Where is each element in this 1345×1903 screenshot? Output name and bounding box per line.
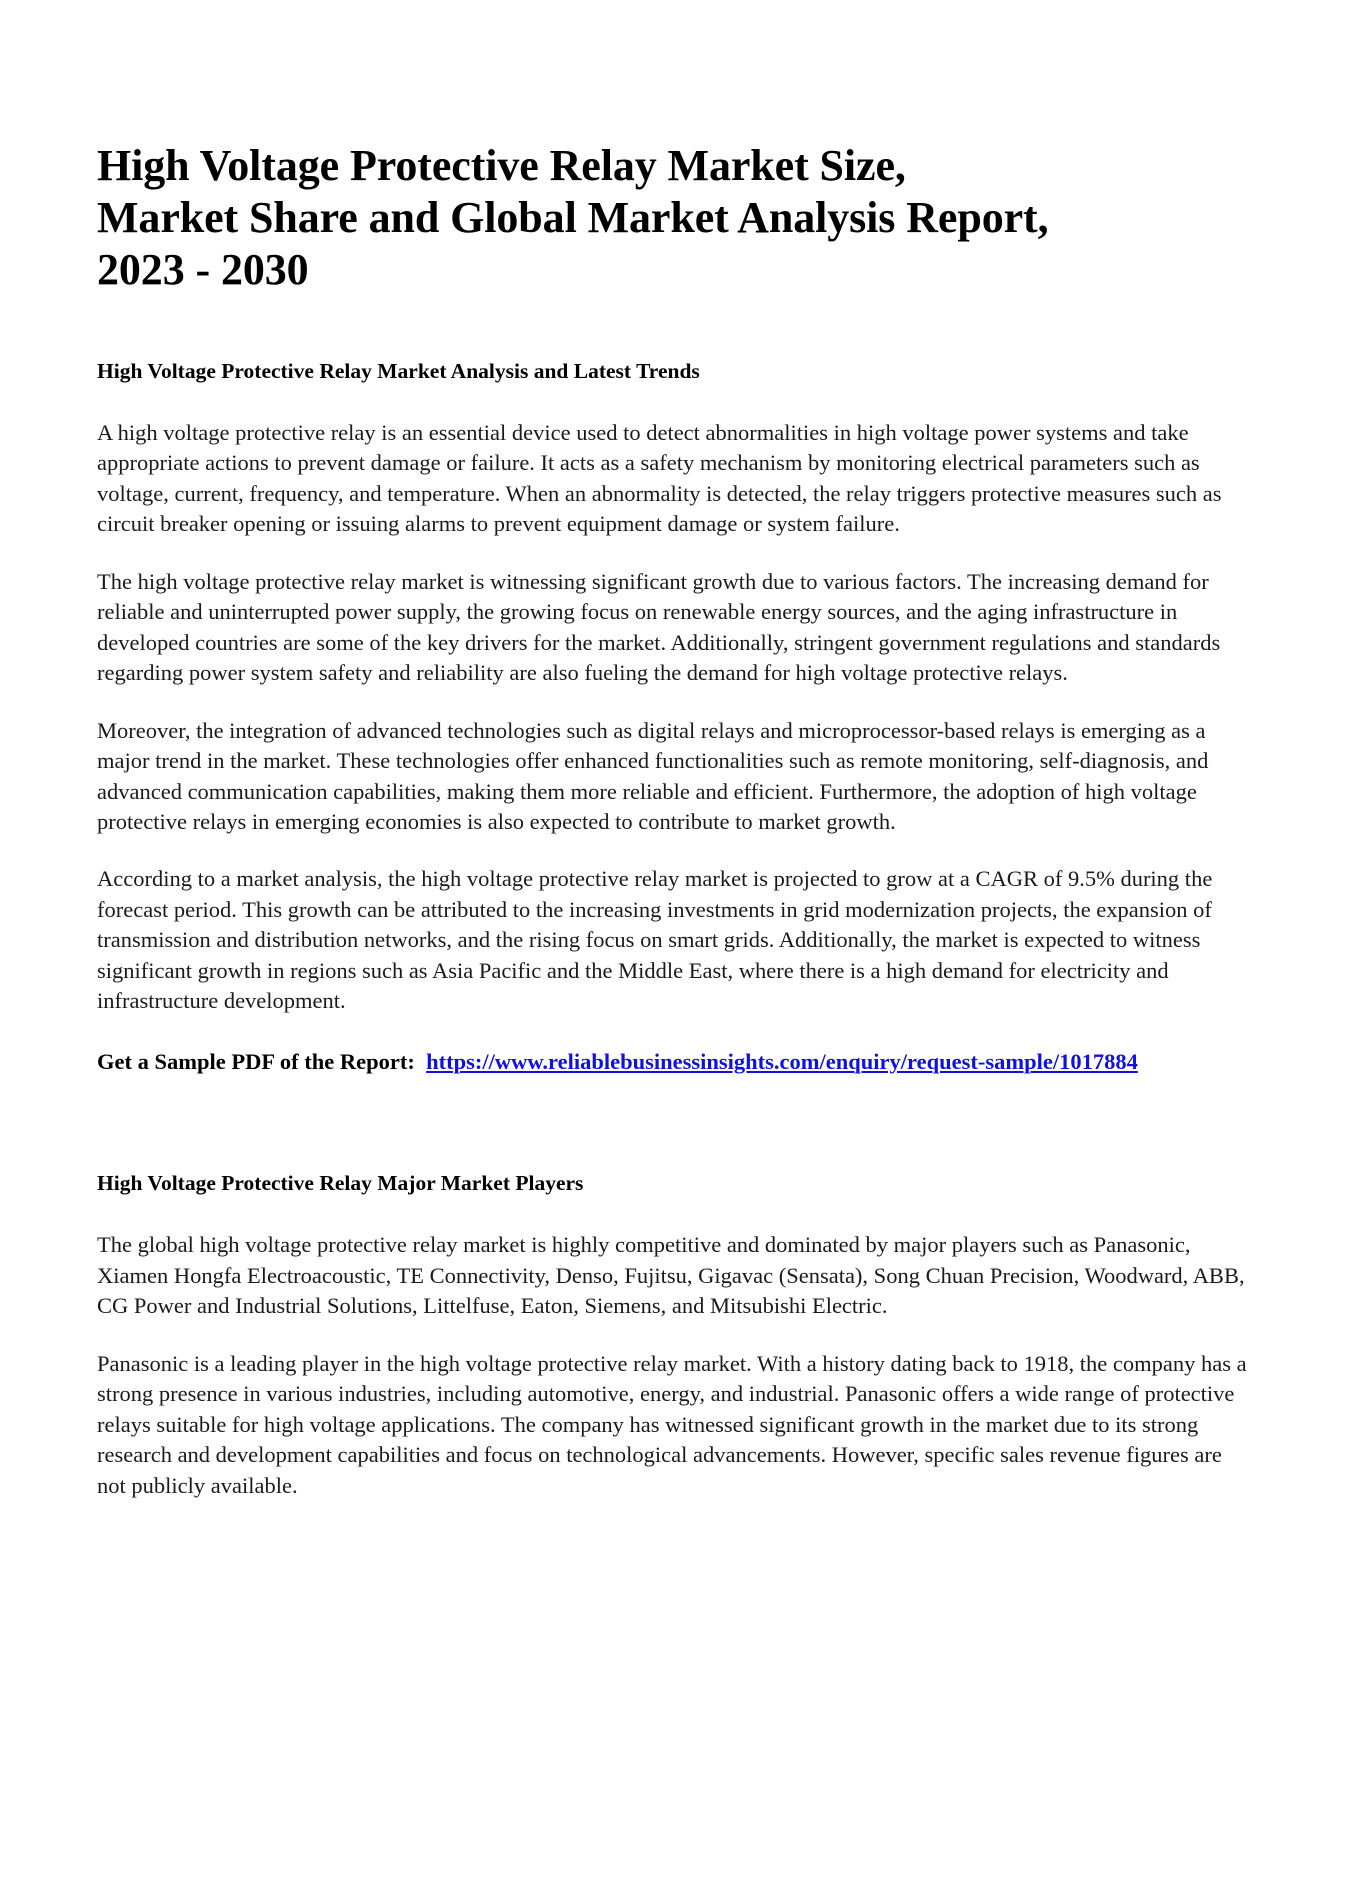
- sample-pdf-cta: [97, 1047, 1247, 1077]
- spacer: [97, 1322, 1247, 1349]
- paragraph-growth-drivers: The high voltage protective relay market is witnessing significant growth due to various factors. The increasing demand for reliable and uninterrupted power supply, the growing focus on renewable energy sources, and the aging infrastructure in developed countries are some of the key drivers for the market. Additionally, stringent government regulations and standards regarding power system safety and reliability are also fueling the demand for high voltage protective relays.: [97, 568, 1221, 686]
- section-heading-market-analysis: High Voltage Protective Relay Market Analysis and Latest Trends: [97, 358, 700, 383]
- page-title: High Voltage Protective Relay Market Size, Market Share and Global Market Analysis Report, 2023 - 2030: [97, 141, 1049, 294]
- paragraph-definition: A high voltage protective relay is an essential device used to detect abnormalities in high voltage power systems and take appropriate actions to prevent damage or failure. It acts as a safety mechanism by monitoring electrical parameters such as voltage, current, frequency, and temperature. When an abnormality is detected, the relay triggers protective measures such as circuit breaker opening or issuing alarms to prevent equipment damage or system failure.: [97, 419, 1222, 537]
- spacer: [97, 837, 1247, 864]
- paragraph-technology-trends: Moreover, the integration of advanced technologies such as digital relays and microprocessor-based relays is emerging as a major trend in the market. These technologies offer enhanced functionalities such as remote monitoring, self-diagnosis, and advanced communication capabilities, making them more reliable and efficient. Furthermore, the adoption of high voltage protective relays in emerging economies is also expected to contribute to market growth.: [97, 717, 1209, 834]
- sample-pdf-label: Get a Sample PDF of the Report:: [97, 1048, 415, 1074]
- spacer: [97, 1198, 1247, 1230]
- cta-spacing: [415, 1049, 426, 1074]
- section-heading-major-players: High Voltage Protective Relay Major Market Players: [97, 1171, 584, 1196]
- paragraph-panasonic: Panasonic is a leading player in the high voltage protective relay market. With a history dating back to 1918, the company has a strong presence in various industries, including automotive, energy, and industrial. Panasonic offers a wide range of protective relays suitable for high voltage applications. The company has witnessed significant growth in the market due to its strong research and development capabilities and focus on technological advancements. However, specific sales revenue figures are not publicly available.: [97, 1350, 1247, 1498]
- paragraph-cagr-forecast: According to a market analysis, the high voltage protective relay market is projected to grow at a CAGR of 9.5% during the forecast period. This growth can be attributed to the increasing investments in grid modernization projects, the expansion of transmission and distribution networks, and the rising focus on smart grids. Additionally, the market is expected to witness significant growth in regions such as Asia Pacific and the Middle East, where there is a high demand for electricity and infrastructure development.: [97, 866, 1213, 1014]
- request-sample-link[interactable]: https://www.reliablebusinessinsights.com/enquiry/request-sample/1017884: [426, 1048, 1138, 1074]
- spacer: [97, 540, 1247, 567]
- paragraph-market-players: The global high voltage protective relay market is highly competitive and dominated by major players such as Panasonic, Xiamen Hongfa Electroacoustic, TE Connectivity, Denso, Fujitsu, Gigavac (Sensata), Song Chuan Precision, Woodward, ABB, CG Power and Industrial Solutions, Littelfuse, Eaton, Siemens, and Mitsubishi Electric.: [97, 1232, 1245, 1319]
- spacer: [97, 689, 1247, 716]
- document-content: [97, 140, 1247, 1501]
- spacer: [97, 1077, 1247, 1170]
- spacer: [97, 1017, 1247, 1047]
- spacer: [97, 386, 1247, 418]
- spacer: [97, 296, 1247, 358]
